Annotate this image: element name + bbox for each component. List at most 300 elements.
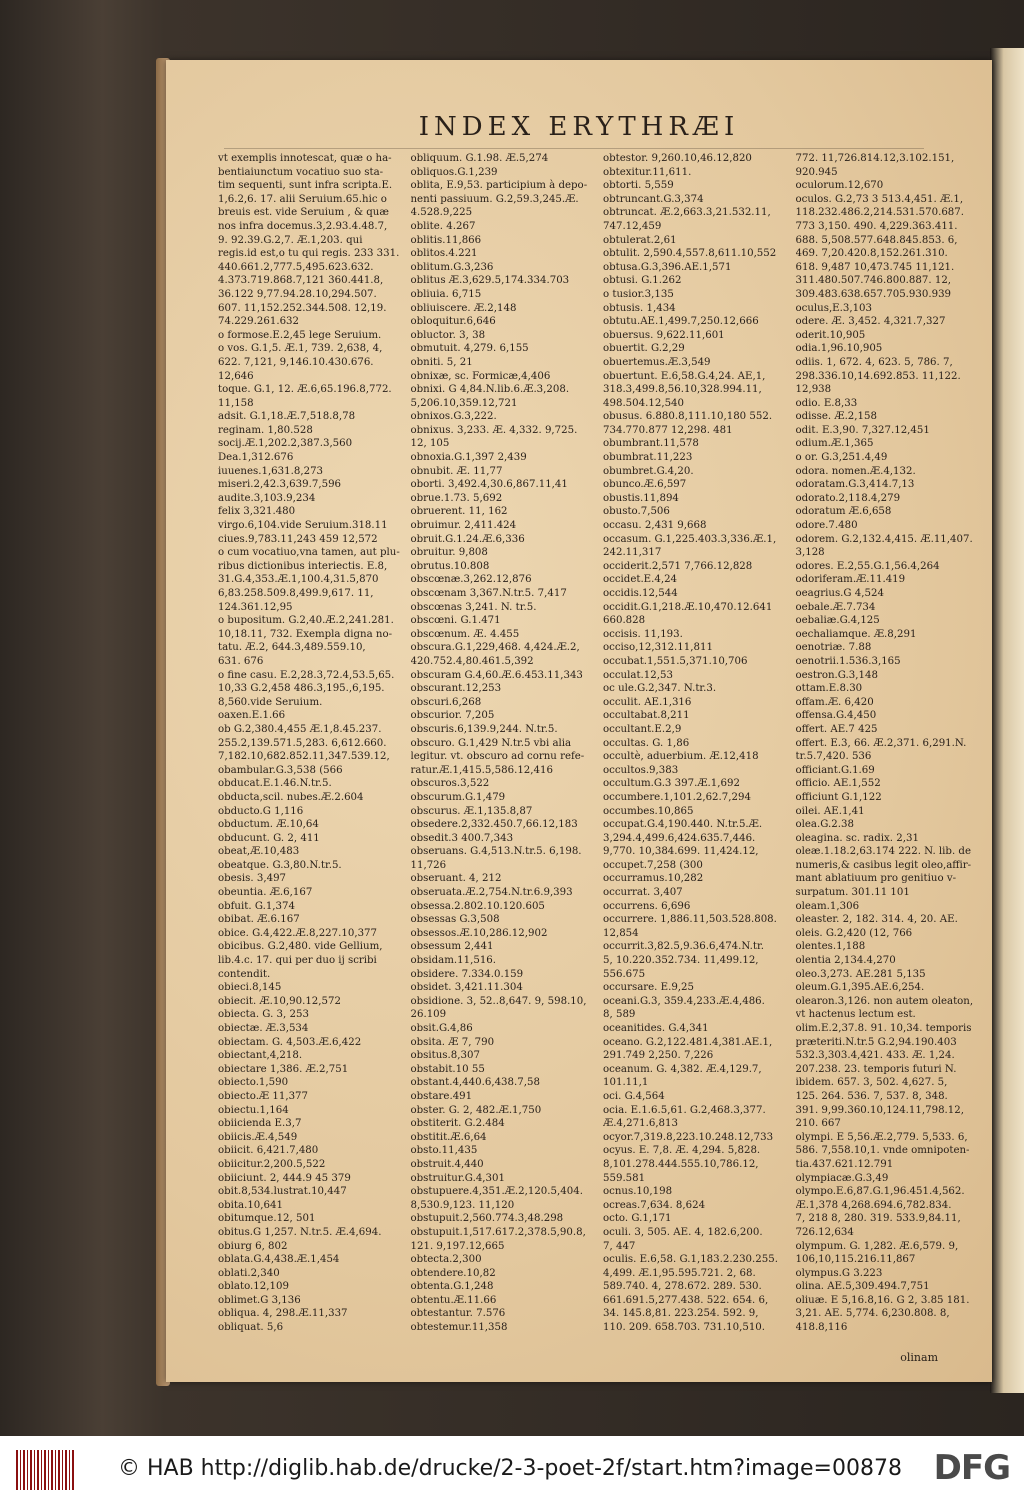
index-entry: obnixi. G 4,84.N.lib.6.Æ.3,208. xyxy=(410,384,570,396)
index-entry: olim.E.2,37.8. 91. 10,34. temporis xyxy=(795,1023,972,1034)
index-entry: occumbes.10,865 xyxy=(603,805,694,817)
index-entry: o formose.E.2,45 lege Seruium. xyxy=(218,329,382,341)
index-entry: 7,182.10,682.852.11,347.539.12, xyxy=(218,751,390,763)
index-entry: Dea.1,312.676 xyxy=(218,452,294,464)
index-entry: occisis. 11,193. xyxy=(603,628,683,640)
index-entry: oilei. AE.1,41 xyxy=(795,805,865,817)
index-entry: occurrere. 1,886.11,503.528.808. xyxy=(603,914,777,926)
index-entry: 1,6.2,6. 17. alii Seruium.65.hic o xyxy=(218,193,387,205)
index-entry: oblitis.11,866 xyxy=(410,234,482,246)
index-entry: 559.581 xyxy=(603,1172,646,1184)
index-entry: surpatum. 301.11 101 xyxy=(795,887,910,899)
index-entry: nenti passiuum. G.2,59.3,245.Æ. xyxy=(410,193,579,205)
index-entry: tim sequenti, sunt infra scripta.E. xyxy=(218,180,393,192)
index-entry: odisse. Æ.2,158 xyxy=(795,411,877,423)
index-entry: occiso,12,312.11,811 xyxy=(603,642,713,654)
index-entry: occidis.12,544 xyxy=(603,588,678,599)
index-entry: obiectam. G. 4,503.Æ.6,422 xyxy=(218,1036,362,1048)
index-entry: obtruncant.G.3,374 xyxy=(603,193,704,205)
index-entry: obnixæ, sc. Formicæ,4,406 xyxy=(410,370,551,382)
index-entry: legitur. vt. obscuro ad cornu refe- xyxy=(410,751,585,763)
index-entry: obstare.491 xyxy=(410,1090,473,1102)
index-entry: occiderit.2,571 7,766.12,828 xyxy=(603,560,753,572)
index-entry: obruit.G.1.24.Æ.6,336 xyxy=(410,533,525,545)
index-entry: vt exemplis innotescat, quæ o ha- xyxy=(218,153,392,164)
index-entry: 4.373.719.868.7,121 360.441.8, xyxy=(218,275,384,287)
index-entry: obibat. Æ.6.167 xyxy=(218,914,300,926)
index-entry: olympo.E.6,87.G.1,96.451.4,562. xyxy=(795,1186,965,1198)
index-entry: 8,560.vide Seruium. xyxy=(218,696,323,708)
index-entry: 12,854 xyxy=(603,927,639,939)
index-entry: obducat.E.1.46.N.tr.5. xyxy=(218,778,332,790)
index-entry: odorato.2,118.4,279 xyxy=(795,492,901,504)
index-entry: obesis. 3,497 xyxy=(218,873,287,885)
index-entry: obducta,scil. nubes.Æ.2.604 xyxy=(218,791,364,803)
index-entry: 9,770. 10,384.699. 11,424.12, xyxy=(603,846,759,858)
index-entry: obstiterit. G.2.484 xyxy=(410,1118,505,1130)
index-entry: breuis est. vide Seruium , & quæ xyxy=(218,207,389,219)
index-entry: odore.7.480 xyxy=(795,520,858,532)
index-entry: obsessa.2.802.10.120.605 xyxy=(410,900,545,912)
footer-copyright-url[interactable]: © HAB http://diglib.hab.de/drucke/2-3-poet-2f/start.htm?image=00878 xyxy=(118,1456,902,1481)
index-entry: reginam. 1,80.528 xyxy=(218,424,313,436)
index-entry: 8,101.278.444.555.10,786.12, xyxy=(603,1158,759,1170)
index-entry: 255.2,139.571.5,283. 6,612.660. xyxy=(218,737,387,749)
index-entry: olympiacæ.G.3,49 xyxy=(795,1172,889,1184)
index-entry: obtusi. G.1.262 xyxy=(603,275,682,287)
index-entry: miseri.2,42.3,639.7,596 xyxy=(218,479,342,491)
index-column-4 xyxy=(796,152,979,1362)
index-entry: obuertit. G.2,29 xyxy=(603,343,685,355)
index-entry: officiant.G.1.69 xyxy=(795,764,875,776)
index-entry: obiicitur.2,200.5,522 xyxy=(218,1158,326,1170)
index-entry: oblimet.G 3,136 xyxy=(218,1294,301,1306)
index-entry: oleam.1,306 xyxy=(795,900,860,912)
index-entry: oblita, E.9,53. participium à depo- xyxy=(410,180,588,192)
index-entry: obtorti. 5,559 xyxy=(603,180,674,192)
index-entry: o or. G.3,251.4,49 xyxy=(795,452,888,464)
index-entry: 556.675 xyxy=(603,968,646,980)
index-entry: obieci.8,145 xyxy=(218,982,282,994)
index-entry: oliuæ. E 5,16.8,16. G 2, 3.85 181. xyxy=(795,1294,970,1306)
index-entry: octo. G.1,171 xyxy=(603,1213,672,1225)
index-entry: occultant.E.2,9 xyxy=(603,723,682,735)
index-entry: 418.8,116 xyxy=(795,1322,848,1334)
index-entry: obsessum 2,441 xyxy=(410,941,494,953)
index-entry: odores. E.2,55.G.1,56.4,264 xyxy=(795,560,940,572)
index-entry: oblitos.4.221 xyxy=(410,248,478,260)
index-entry: 6,83.258.509.8,499.9,617. 11, xyxy=(218,588,374,599)
index-entry: toque. G.1, 12. Æ.6,65.196.8,772. xyxy=(218,384,392,396)
index-entry: officio. AE.1,552 xyxy=(795,778,881,790)
index-entry: 8,530.9,123. 11,120 xyxy=(410,1199,515,1211)
index-entry: obiectæ. Æ.3,534 xyxy=(218,1023,309,1034)
index-entry: obruerent. 11, 162 xyxy=(410,506,508,518)
index-entry: obtentu.Æ.11.66 xyxy=(410,1294,497,1306)
index-entry: obsit.G.4,86 xyxy=(410,1023,473,1034)
index-entry: occidet.E.4,24 xyxy=(603,574,678,586)
index-entry: oceanitides. G.4,341 xyxy=(603,1023,709,1034)
index-entry: mant ablatiuum pro genitiuo v- xyxy=(795,873,957,885)
index-entry: odoratam.G.3,414.7,13 xyxy=(795,479,915,491)
page-header: INDEX ERYTHRÆI xyxy=(418,112,740,142)
index-entry: obscurant.12,253 xyxy=(410,683,502,695)
index-entry: obtestemur.11,358 xyxy=(410,1322,508,1334)
index-entry: ribus dictionibus interiectis. E.8, xyxy=(218,560,388,572)
index-entry: obsidere. 7.334.0.159 xyxy=(410,968,524,980)
index-entry: obtecta.2,300 xyxy=(410,1254,482,1266)
index-entry: obnixos.G.3,222. xyxy=(410,411,497,423)
index-entry: 210. 667 xyxy=(795,1118,841,1130)
index-entry: obscuri.6,268 xyxy=(410,696,482,708)
index-entry: Æ.1,378 4,268.694.6,782.834. xyxy=(795,1199,952,1211)
index-entry: 11,158 xyxy=(218,397,254,409)
index-entry: obiicis.Æ.4,549 xyxy=(218,1131,298,1143)
index-entry: 747.12,459 xyxy=(603,220,662,232)
index-entry: præteriti.N.tr.5 G.2,94.190.403 xyxy=(795,1036,957,1048)
index-entry: obtexitur.11,611. xyxy=(603,166,692,178)
index-entry: obitus.G 1,257. N.tr.5. Æ.4,694. xyxy=(218,1226,382,1238)
index-entry: obscurior. 7,205 xyxy=(410,710,495,722)
index-entry: oculos. G.2,73 3 513.4,451. Æ.1, xyxy=(795,193,964,205)
index-entry: olympum. G. 1,282. Æ.6,579. 9, xyxy=(795,1240,959,1252)
index-entry: obiecta. G. 3, 253 xyxy=(218,1009,309,1021)
index-entry: occultos.9,383 xyxy=(603,764,679,776)
index-entry: socij.Æ.1,202.2,387.3,560 xyxy=(218,438,353,450)
index-entry: obseruata.Æ.2,754.N.tr.6.9,393 xyxy=(410,887,573,899)
facing-page-edge xyxy=(990,48,1024,1393)
index-entry: obiicienda E.3,7 xyxy=(218,1118,302,1130)
index-entry: 7, 447 xyxy=(603,1240,636,1252)
index-entry: oceanum. G. 4,382. Æ.4,129.7, xyxy=(603,1063,762,1075)
index-entry: olentia 2,134.4,270 xyxy=(795,955,896,967)
index-entry: 34. 145.8,81. 223.254. 592. 9, xyxy=(603,1308,759,1320)
index-entry: virgo.6,104.vide Seruium.318.11 xyxy=(218,520,388,532)
index-entry: offam.Æ. 6,420 xyxy=(795,696,874,708)
index-entry: obsto.11,435 xyxy=(410,1145,478,1157)
index-entry: obrutus.10.808 xyxy=(410,560,490,572)
index-entry: obsitus.8,307 xyxy=(410,1050,480,1062)
index-entry: oceani.G.3, 359.4,233.Æ.4,486. xyxy=(603,995,765,1007)
index-entry: oebale.Æ.7.734 xyxy=(795,601,876,613)
index-entry: tatu. Æ.2, 644.3,489.559.10, xyxy=(218,642,366,654)
index-entry: obstitit.Æ.6,64 xyxy=(410,1131,487,1143)
index-entry: obicibus. G.2,480. vide Gellium, xyxy=(218,941,383,953)
index-entry: obiecto.1,590 xyxy=(218,1077,289,1089)
index-entry: 586. 7,558.10,1. vnde omnipoten- xyxy=(795,1145,970,1157)
index-entry: 12,938 xyxy=(795,384,832,396)
index-entry: 498.504.12,540 xyxy=(603,397,685,409)
index-entry: regis.id est,o tu qui regis. 233 331. xyxy=(218,248,400,260)
index-entry: obtusa.G.3,396.AE.1,571 xyxy=(603,261,732,273)
index-entry: 631. 676 xyxy=(218,655,264,667)
index-entry: obsessos.Æ.10,286.12,902 xyxy=(410,927,548,939)
index-entry: o vos. G.1,5. Æ.1, 739. 2,638, 4, xyxy=(218,343,383,355)
index-entry: oblitus Æ.3,629.5,174.334.703 xyxy=(410,275,570,287)
index-entry: obloquitur.6,646 xyxy=(410,316,496,328)
index-entry: obumbrant.11,578 xyxy=(603,438,699,450)
index-column-3 xyxy=(603,152,786,1362)
index-entry: 36.122 9,77.94.28.10,294.507. xyxy=(218,288,377,300)
index-entry: obiiciunt. 2, 444.9 45 379 xyxy=(218,1172,351,1184)
index-entry: 688. 5,508.577.648.845.853. 6, xyxy=(795,234,958,246)
index-entry: obtutu.AE.1,499.7,250.12,666 xyxy=(603,316,759,328)
index-entry: obita.10,641 xyxy=(218,1199,283,1211)
index-entry: oblato.12,109 xyxy=(218,1281,289,1293)
index-entry: occursare. E.9,25 xyxy=(603,982,695,994)
index-entry: obrue.1.73. 5,692 xyxy=(410,492,503,504)
index-entry: 391. 9,99.360.10,124.11,798.12, xyxy=(795,1104,964,1116)
index-entry: obseruans. G.4,513.N.tr.5. 6,198. xyxy=(410,846,582,858)
index-entry: occurrit.3,82.5,9.36.6,474.N.tr. xyxy=(603,941,764,953)
index-entry: obscurum.G.1,479 xyxy=(410,791,506,803)
index-entry: obscœnum. Æ. 4.455 xyxy=(410,628,520,640)
index-entry: occasu. 2,431 9,668 xyxy=(603,520,707,532)
index-entry: obster. G. 2, 482.Æ.1,750 xyxy=(410,1104,542,1116)
index-entry: 101.11,1 xyxy=(603,1077,649,1089)
index-entry: obtulerat.2,61 xyxy=(603,234,677,246)
index-entry: oleum.G.1,395.AE.6,254. xyxy=(795,982,925,994)
index-entry: oc ule.G.2,347. N.tr.3. xyxy=(603,683,717,695)
index-entry: obstruitur.G.4,301 xyxy=(410,1172,505,1184)
index-entry: obliuia. 6,715 xyxy=(410,288,482,300)
index-entry: tr.5.7,420. 536 xyxy=(795,751,872,763)
index-entry: obstant.4,440.6,438.7,58 xyxy=(410,1077,540,1089)
index-entry: 291.749 2,250. 7,226 xyxy=(603,1050,714,1062)
index-entry: bentiaiunctum vocatiuo suo sta- xyxy=(218,166,384,178)
index-entry: offert. E.3, 66. Æ.2,371. 6,291.N. xyxy=(795,737,967,749)
index-entry: obliqua. 4, 298.Æ.11,337 xyxy=(218,1308,348,1320)
index-entry: 311.480.507.746.800.887. 12, xyxy=(795,275,952,287)
index-entry: 4.528.9,225 xyxy=(410,207,473,219)
index-entry: oestron.G.3,148 xyxy=(795,669,878,681)
index-entry: oblite. 4.267 xyxy=(410,220,476,232)
index-entry: obustis.11,894 xyxy=(603,492,679,504)
index-entry: oculis. E.6,58. G.1,183.2.230.255. xyxy=(603,1254,778,1266)
index-entry: occupet.7,258 (300 xyxy=(603,859,703,871)
index-entry: odiis. 1, 672. 4, 623. 5, 786. 7, xyxy=(795,356,953,368)
index-entry: obluctor. 3, 38 xyxy=(410,329,486,341)
index-entry: obstupuere.4,351.Æ.2,120.5,404. xyxy=(410,1186,583,1198)
index-entry: obniti. 5, 21 xyxy=(410,356,473,368)
index-entry: oaxen.E.1.66 xyxy=(218,710,286,722)
index-entry: oleis. G.2,420 (12, 766 xyxy=(795,927,913,939)
index-entry: obscœnam 3,367.N.tr.5. 7,417 xyxy=(410,588,567,599)
index-entry: o fine casu. E.2,28.3,72.4,53.5,65. xyxy=(218,669,395,681)
index-entry: oculi. 3, 505. AE. 4, 182.6,200. xyxy=(603,1226,763,1238)
index-entry: 772. 11,726.814.12,3.102.151, xyxy=(795,153,955,164)
index-entry: 661.691.5,277.438. 522. 654. 6, xyxy=(603,1294,769,1306)
index-entry: occurrat. 3,407 xyxy=(603,887,683,899)
index-entry: 8, 589 xyxy=(603,1009,636,1021)
index-entry: obsedere.2,332.450.7,66.12,183 xyxy=(410,819,578,831)
index-entry: obfuit. G.1,374 xyxy=(218,900,295,912)
index-entry: obtestor. 9,260.10,46.12,820 xyxy=(603,153,752,164)
index-entry: numeris,& casibus legit oleo,affir- xyxy=(795,859,972,871)
index-entry: olearon.3,126. non autem oleaton, xyxy=(795,995,974,1007)
index-entry: oenotriæ. 7.88 xyxy=(795,642,872,654)
index-entry: occupat.G.4,190.440. N.tr.5.Æ. xyxy=(603,819,763,831)
index-entry: obeatque. G.3,80.N.tr.5. xyxy=(218,859,342,871)
index-entry: odorem. G.2,132.4,415. Æ.11,407. xyxy=(795,533,973,545)
index-entry: occultum.G.3 397.Æ.1,692 xyxy=(603,778,740,790)
index-entry: occulat.12,53 xyxy=(603,669,673,681)
index-entry: obstupuit.2,560.774.3,48.298 xyxy=(410,1213,564,1225)
index-entry: odoriferam.Æ.11.419 xyxy=(795,574,906,586)
index-entry: obiurg 6, 802 xyxy=(218,1240,288,1252)
footer-bar xyxy=(0,1436,1024,1501)
index-entry: oechaliamque. Æ.8,291 xyxy=(795,628,917,640)
index-entry: obtusis. 1,434 xyxy=(603,302,676,314)
index-entry: occultè, aduerbium. Æ.12,418 xyxy=(603,751,759,763)
index-entry: obeat,Æ.10,483 xyxy=(218,846,300,858)
index-entry: audite.3,103.9,234 xyxy=(218,492,316,504)
index-entry: felix 3,321.480 xyxy=(218,506,296,518)
index-entry: ratur.Æ.1,415.5,586.12,416 xyxy=(410,764,553,776)
index-entry: 618. 9,487 10,473.745 11,121. xyxy=(795,261,955,273)
index-entry: olentes.1,188 xyxy=(795,941,866,953)
index-entry: olympi. E 5,56.Æ.2,779. 5,533. 6, xyxy=(795,1131,968,1143)
index-entry: olympus.G 3.223 xyxy=(795,1267,883,1279)
index-entry: occultabat.8,211 xyxy=(603,710,690,722)
index-entry: occurrens. 6,696 xyxy=(603,900,691,912)
index-entry: obit.8,534.lustrat.10,447 xyxy=(218,1186,347,1198)
index-entry: obnoxia.G.1,397 2,439 xyxy=(410,452,527,464)
index-entry: 440.661.2,777.5,495.623.632. xyxy=(218,261,374,273)
index-entry: obscura.G.1,229,468. 4,424.Æ.2, xyxy=(410,642,580,654)
index-entry: obtenta.G.1,248 xyxy=(410,1281,494,1293)
index-entry: odium.Æ.1,365 xyxy=(795,438,874,450)
index-entry: occubat.1,551.5,371.10,706 xyxy=(603,655,748,667)
index-entry: 420.752.4,80.461.5,392 xyxy=(410,655,534,667)
dfg-logo: DFG xyxy=(933,1448,1010,1488)
index-entry: 3,128 xyxy=(795,547,825,559)
index-entry: obscœni. G.1.471 xyxy=(410,615,501,627)
index-entry: occultas. G. 1,86 xyxy=(603,737,690,749)
index-entry: obmutuit. 4,279. 6,155 xyxy=(410,343,529,355)
index-entry: obusto.7,506 xyxy=(603,506,670,518)
index-entry: 7, 218 8, 280. 319. 533.9,84.11, xyxy=(795,1213,961,1225)
index-entry: 118.232.486.2,214.531.570.687. xyxy=(795,207,965,219)
index-entry: occulit. AE.1,316 xyxy=(603,696,692,708)
index-entry: Æ.4,271.6,813 xyxy=(603,1118,679,1130)
index-entry: ocyor.7,319.8,223.10.248.12,733 xyxy=(603,1131,774,1143)
index-entry: obstupuit.1,517.617.2,378.5,90.8, xyxy=(410,1226,586,1238)
index-entry: ocia. E.1.6.5,61. G.2,468.3,377. xyxy=(603,1104,766,1116)
index-entry: obsessas G.3,508 xyxy=(410,914,500,926)
index-entry: obuertunt. E.6,58.G.4,24. AE,1, xyxy=(603,370,766,382)
index-entry: offensa.G.4,450 xyxy=(795,710,877,722)
index-entry: obruitur. 9,808 xyxy=(410,547,488,559)
index-entry: offert. AE.7 425 xyxy=(795,723,878,735)
index-entry: obscuram G.4,60.Æ.6.453.11,343 xyxy=(410,669,583,681)
index-entry: oderit.10,905 xyxy=(795,329,866,341)
index-entry: 920.945 xyxy=(795,166,838,178)
index-entry: 121. 9,197.12,665 xyxy=(410,1240,505,1252)
index-entry: obtendere.10,82 xyxy=(410,1267,496,1279)
index-entry: 12,646 xyxy=(218,370,254,382)
index-entry: 5, 10.220.352.734. 11,499.12, xyxy=(603,955,759,967)
index-entry: oleæ.1.18.2,63.174 222. N. lib. de xyxy=(795,846,971,858)
index-entry: obstabit.10 55 xyxy=(410,1063,485,1075)
index-entry: occurramus.10,282 xyxy=(603,873,704,885)
book-page xyxy=(166,60,992,1382)
index-entry: ocyus. E. 7,8. Æ. 4,294. 5,828. xyxy=(603,1145,761,1157)
index-entry: obumbrat.11,223 xyxy=(603,452,693,464)
index-entry: 31.G.4,353.Æ.1,100.4,31.5,870 xyxy=(218,574,379,586)
index-entry: obliquos.G.1,239 xyxy=(410,166,498,178)
index-entry: ibidem. 657. 3, 502. 4,627. 5, xyxy=(795,1077,948,1089)
index-entry: odit. E.3,90. 7,327.12,451 xyxy=(795,424,930,436)
index-entry: obscœnæ.3,262.12,876 xyxy=(410,574,532,586)
index-entry: 10,18.11, 732. Exempla digna no- xyxy=(218,628,393,640)
index-entry: oblati.2,340 xyxy=(218,1267,280,1279)
index-entry: obductum. Æ.10,64 xyxy=(218,819,319,831)
index-column-2 xyxy=(411,152,594,1362)
index-entry: officiunt G.1,122 xyxy=(795,791,882,803)
index-entry: 773 3,150. 490. 4,229.363.411. xyxy=(795,220,958,232)
index-entry: 9. 92.39.G.2,7. Æ.1,203. qui xyxy=(218,234,363,246)
index-entry: 589.740. 4, 278.672. 289. 530. xyxy=(603,1281,762,1293)
index-entry: 3,21. AE. 5,774. 6,230.808. 8, xyxy=(795,1308,950,1320)
index-entry: 10,33 G.2,458 486.3,195.,6,195. xyxy=(218,683,385,695)
header-rule xyxy=(224,148,924,149)
index-entry: oenotrii.1.536.3,165 xyxy=(795,655,901,667)
index-entry: 3,294.4,499.6,424.635.7,446. xyxy=(603,832,756,844)
index-entry: 110. 209. 658.703. 731.10,510. xyxy=(603,1322,766,1334)
index-entry: obeuntia. Æ.6,167 xyxy=(218,887,313,899)
index-entry: 532.3,303.4,421. 433. Æ. 1,24. xyxy=(795,1050,955,1062)
index-entry: obiecto.Æ 11,377 xyxy=(218,1090,309,1102)
index-entry: obuersus. 9,622.11,601 xyxy=(603,329,725,341)
index-entry: oci. G.4,564 xyxy=(603,1090,665,1102)
index-entry: obliquum. G.1.98. Æ.5,274 xyxy=(410,153,549,164)
index-entry: obiectu.1,164 xyxy=(218,1104,289,1116)
index-entry: obtulit. 2,590.4,557.8,611.10,552 xyxy=(603,248,777,260)
index-entry: 660.828 xyxy=(603,615,646,627)
index-entry: obducto.G 1,116 xyxy=(218,805,304,817)
index-entry: 469. 7,20.420.8,152.261.310. xyxy=(795,248,948,260)
index-entry: 125. 264. 536. 7, 537. 8, 348. xyxy=(795,1090,948,1102)
index-entry: 5,206.10,359.12,721 xyxy=(410,397,518,409)
index-entry: obitumque.12, 501 xyxy=(218,1213,316,1225)
index-entry: obducunt. G. 2, 411 xyxy=(218,832,320,844)
index-entry: obnixus. 3,233. Æ. 4,332. 9,725. xyxy=(410,424,578,436)
index-entry: 106,10,115.216.11,867 xyxy=(795,1254,916,1266)
index-entry: ob G.2,380.4,455 Æ.1,8.45.237. xyxy=(218,723,382,735)
index-entry: obsedit.3 400.7,343 xyxy=(410,832,514,844)
index-entry: oleaster. 2, 182. 314. 4, 20. AE. xyxy=(795,914,958,926)
index-entry: 734.770.877 12,298. 481 xyxy=(603,424,733,436)
index-entry: obnubit. Æ. 11,77 xyxy=(410,465,503,477)
index-entry: occumbere.1,101.2,62.7,294 xyxy=(603,791,751,803)
index-entry: obumbret.G.4,20. xyxy=(603,465,694,477)
index-entry: oculus,E.3,103 xyxy=(795,302,873,314)
index-entry: 309.483.638.657.705.930.939 xyxy=(795,288,952,300)
index-entry: nos infra docemus.3,2.93.4.48.7, xyxy=(218,220,388,232)
index-entry: 298.336.10,14.692.853. 11,122. xyxy=(795,370,961,382)
index-entry: ciues.9,783.11,243 459 12,572 xyxy=(218,533,378,545)
index-entry: obliuiscere. Æ.2,148 xyxy=(410,302,517,314)
index-entry: occasum. G.1,225.403.3,336.Æ.1, xyxy=(603,533,777,545)
index-entry: iuuenes.1,631.8,273 xyxy=(218,465,324,477)
index-entry: 607. 11,152.252.344.508. 12,19. xyxy=(218,302,387,314)
index-entry: odere. Æ. 3,452. 4,321.7,327 xyxy=(795,316,946,328)
index-entry: obunco.Æ.6,597 xyxy=(603,479,687,491)
index-entry: obambular.G.3,538 (566 xyxy=(218,764,343,776)
index-entry: obsidione. 3, 52..8,647. 9, 598.10, xyxy=(410,995,587,1007)
index-entry: o bupositum. G.2,40.Æ.2,241.281. xyxy=(218,615,394,627)
